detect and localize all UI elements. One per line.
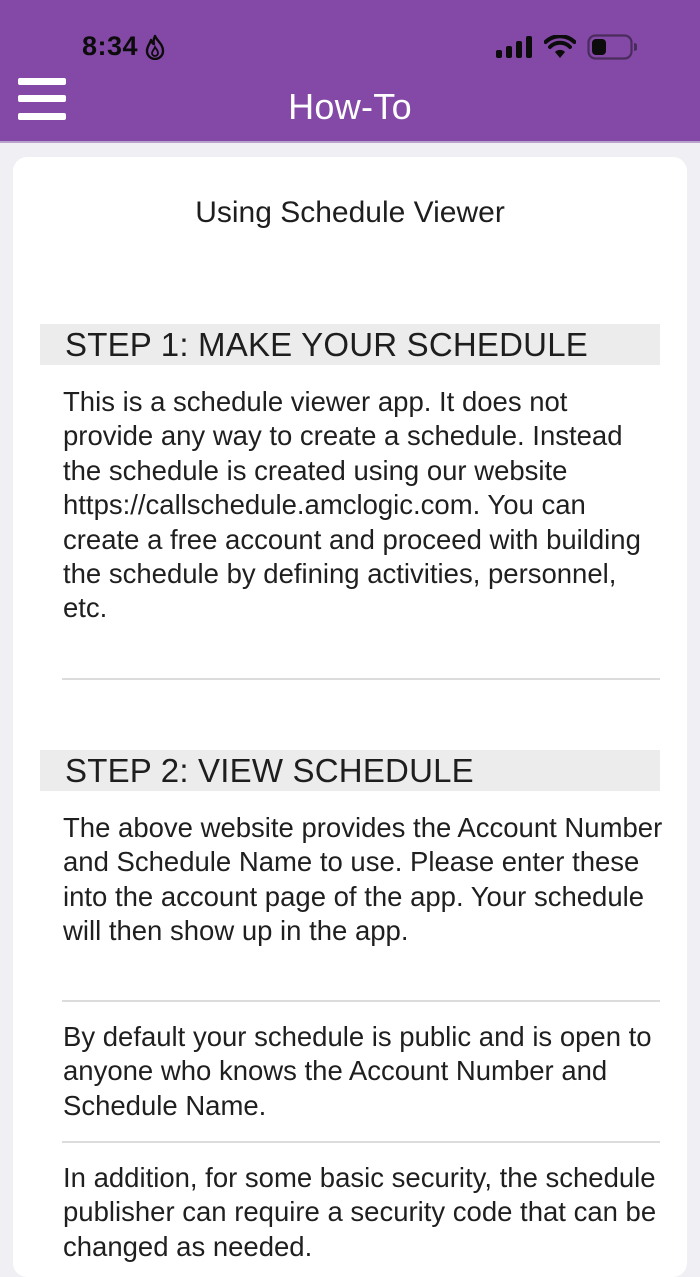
- section-header-step-2: [40, 750, 660, 791]
- divider: [62, 1000, 660, 1002]
- wifi-icon: [544, 35, 576, 59]
- menu-bar-line: [18, 78, 66, 85]
- battery-low-icon: [587, 34, 637, 60]
- step-2-paragraph-1: The above website provides the Account Number and Schedule Name to use. Please enter these into the account page of the app. Your schedule will then show up in the app.: [63, 812, 663, 947]
- cellular-signal-icon: [495, 36, 533, 58]
- step-1-paragraph: This is a schedule viewer app. It does not provide any way to create a schedule. Instead the schedule is created using our website https://callschedule.amclogic.com. You can create a free account and proceed with building the schedule by defining activities, personnel, etc.: [63, 386, 641, 624]
- section-header-step-1: [40, 324, 660, 365]
- status-icons: [495, 34, 637, 60]
- step-2-paragraph-2: By default your schedule is public and is open to anyone who knows the Account Number and Schedule Name.: [63, 1021, 652, 1121]
- section-heading: STEP 1: MAKE YOUR SCHEDULE: [65, 326, 588, 363]
- content-title: Using Schedule Viewer: [195, 196, 505, 229]
- app-header: [0, 0, 700, 143]
- section-heading: STEP 2: VIEW SCHEDULE: [65, 752, 474, 789]
- status-time-text: 8:34: [82, 31, 139, 61]
- divider: [62, 1141, 660, 1143]
- flame-icon: [145, 34, 165, 60]
- page-title: How-To: [288, 86, 412, 127]
- step-2-paragraph-3: In addition, for some basic security, the schedule publisher can require a security code that can be changed as needed.: [63, 1162, 657, 1262]
- status-bar-time: [82, 31, 165, 62]
- divider: [62, 678, 660, 680]
